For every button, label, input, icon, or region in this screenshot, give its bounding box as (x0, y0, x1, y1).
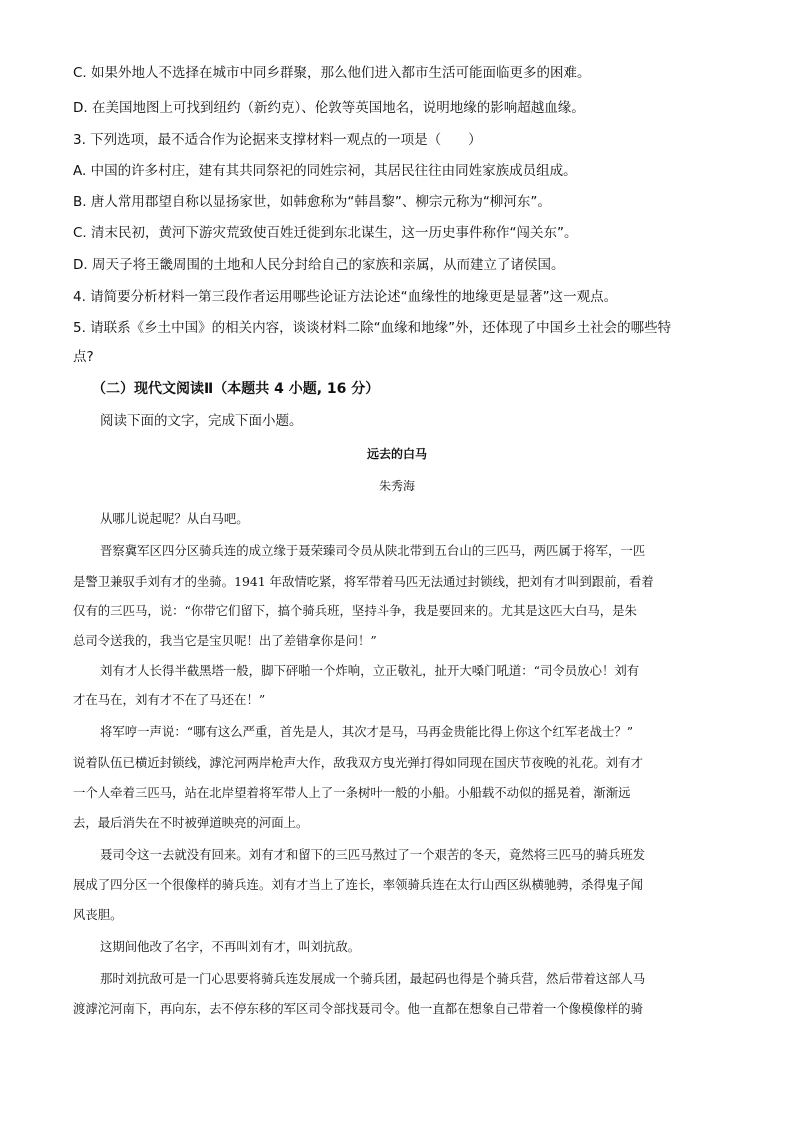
q5-stem-line2: 点? (73, 349, 94, 365)
story-line: 展成了四分区一个很像样的骑兵连。刘有才当上了连长，率领骑兵连在太行山西区纵横驰骋，杀得鬼子闻 (73, 877, 643, 892)
q3-option-c: C. 清末民初，黄河下游灾荒致使百姓迁徙到东北谋生，这一历史事件称作“闯关东”。 (73, 225, 578, 241)
story-line: 仅有的三匹马，说：“你带它们留下，搞个骑兵班，坚持斗争，我是要回来的。尤其是这匹大白马，是朱 (73, 603, 637, 618)
story-line: 渡滹沱河南下，再向东，去不停东移的军区司令部找聂司令。他一直都在想象自己带着一个像模像样的骑 (73, 1001, 643, 1016)
story-line: 聂司令这一去就没有回来。刘有才和留下的三匹马熬过了一个艰苦的冬天，竟然将三匹马的骑兵班发 (100, 847, 646, 862)
q2-option-d: D. 在美国地图上可找到纽约（新约克）、伦敦等英国地名，说明地缘的影响超越血缘。 (73, 100, 585, 116)
story-line: 晋察冀军区四分区骑兵连的成立缘于聂荣臻司令员从陕北带到五台山的三匹马，两匹属于将军，一匹 (100, 543, 646, 558)
story-line: 才在马在，刘有才不在了马还在！” (73, 692, 266, 707)
section-intro: 阅读下面的文字，完成下面小题。 (100, 413, 303, 429)
story-line: 总司令送我的，我当它是宝贝呢！出了差错拿你是问！” (73, 633, 377, 648)
q3-option-d: D. 周天子将王畿周围的土地和人民分封给自己的家族和亲属，从而建立了诸侯国。 (73, 257, 565, 273)
story-author: 朱秀海 (378, 479, 415, 493)
story-line: 去，最后消失在不时被弹道映亮的河面上。 (73, 815, 309, 830)
q3-option-a: A. 中国的许多村庄，建有其共同祭祀的同姓宗祠，其居民往往由同姓家族成员组成。 (73, 163, 577, 179)
q2-option-c: C. 如果外地人不选择在城市中同乡群聚，那么他们进入都市生活可能面临更多的困难。 (73, 65, 591, 81)
q4-stem: 4. 请简要分析材料一第三段作者运用哪些论证方法论述“血缘性的地缘更是显著”这一观点。 (73, 289, 618, 305)
story-line: 从哪儿说起呢？从白马吧。 (100, 511, 249, 526)
q3-option-b: B. 唐人常用郡望自称以显扬家世，如韩愈称为“韩昌黎”、柳宗元称为“柳河东”。 (73, 194, 551, 210)
story-line: 风丧胆。 (73, 907, 123, 922)
story-line: 是警卫兼驭手刘有才的坐骑。1941 年敌情吃紧，将军带着马匹无法通过封锁线，把刘有才叫到跟前，看着 (73, 574, 654, 589)
story-line: 那时刘抗敌可是一门心思要将骑兵连发展成一个骑兵团，最起码也得是个骑兵营，然后带着这部人马 (100, 971, 646, 986)
q5-stem-line1: 5. 请联系《乡土中国》的相关内容，谈谈材料二除“血缘和地缘”外，还体现了中国乡土社会的哪些特 (73, 320, 672, 336)
story-line: 一个人牵着三匹马，站在北岸望着将军带人上了一条树叶一般的小船。小船载不动似的摇晃着，渐渐远 (73, 785, 631, 800)
story-line: 说着队伍已横近封锁线，滹沱河两岸枪声大作，敌我双方曳光弹打得如同现在国庆节夜晚的礼花。刘有才 (73, 755, 643, 770)
story-line: 刘有才人长得半截黑塔一般，脚下砰啪一个炸响，立正敬礼，扯开大嗓门吼道：“司令员放心！刘有 (100, 663, 640, 678)
story-title: 远去的白马 (366, 447, 427, 461)
story-line: 将军哼一声说：“哪有这么严重，首先是人，其次才是马，马再金贵能比得上你这个红军老战士？” (100, 724, 634, 739)
q3-stem: 3. 下列选项，最不适合作为论据来支撑材料一观点的一项是（ ） (73, 132, 482, 148)
story-line: 这期间他改了名字，不再叫刘有才，叫刘抗敌。 (100, 939, 361, 954)
section-heading: （二）现代文阅读Ⅱ（本题共 4 小题, 16 分） (92, 381, 380, 397)
